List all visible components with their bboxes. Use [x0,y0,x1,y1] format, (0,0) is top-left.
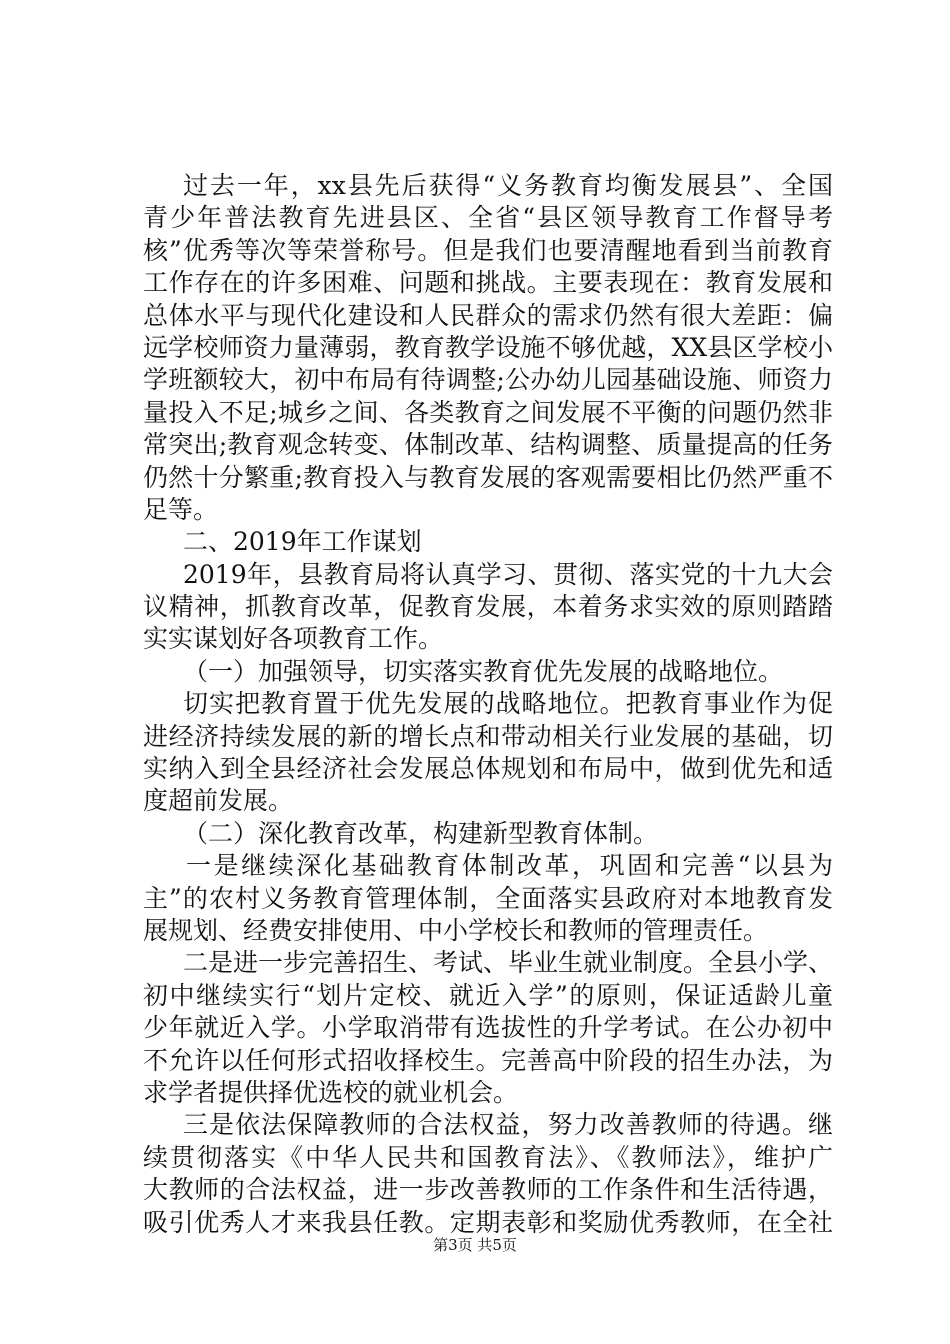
text-line: 量投入不足;城乡之间、各类教育之间发展不平衡的问题仍然非 [143,397,833,427]
text-line: 一是继续深化基础教育体制改革，巩固和完善“以县为 [186,851,833,881]
text-line: 三是依法保障教师的合法权益，努力改善教师的待遇。继 [183,1110,833,1140]
text-line: 二是进一步完善招生、考试、毕业生就业制度。全县小学、 [183,948,833,978]
text-line: 不允许以任何形式招收择校生。完善高中阶段的招生办法，为 [143,1045,833,1075]
text-line: 过去一年，xx县先后获得“义务教育均衡发展县”、全国 [183,171,833,200]
text-line: 初中继续实行“划片定校、就近入学”的原则，保证适龄儿童 [143,980,833,1010]
text-line: （一）加强领导，切实落实教育优先发展的战略地位。 [183,656,784,686]
text-line: （二）深化教育改革，构建新型教育体制。 [183,818,659,848]
text-line: 度超前发展。 [143,786,294,816]
text-line: 实纳入到全县经济社会发展总体规划和布局中，做到优先和适 [143,754,833,784]
text-line: 总体水平与现代化建设和人民群众的需求仍然有很大差距：偏 [143,300,833,330]
text-line: 进经济持续发展的新的增长点和带动相关行业发展的基础，切 [143,721,833,751]
text-line: 少年就近入学。小学取消带有选拔性的升学考试。在公办初中 [143,1013,833,1043]
text-line: 青少年普法教育先进县区、全省“县区领导教育工作督导考 [143,203,833,233]
text-line: 学班额较大，初中布局有待调整;公办幼儿园基础设施、师资力 [143,365,833,395]
text-line: 足等。 [143,494,219,524]
text-line: 大教师的合法权益，进一步改善教师的工作条件和生活待遇， [143,1175,833,1205]
text-line: 远学校师资力量薄弱，教育教学设施不够优越，XX县区学校小 [143,332,833,362]
text-line: 续贯彻落实《中华人民共和国教育法》、《教师法》，维护广 [143,1142,833,1172]
text-line: 仍然十分繁重;教育投入与教育发展的客观需要相比仍然严重不 [143,462,833,492]
text-line: 工作存在的许多困难、问题和挑战。主要表现在：教育发展和 [143,268,833,298]
text-line: 主”的农村义务教育管理体制，全面落实县政府对本地教育发 [143,883,833,913]
page-footer [0,1235,950,1255]
text-line: 吸引优秀人才来我县任教。定期表彰和奖励优秀教师，在全社 [143,1207,833,1237]
text-line: 核”优秀等次等荣誉称号。但是我们也要清醒地看到当前教育 [143,235,833,265]
text-line: 切实把教育置于优先发展的战略地位。把教育事业作为促 [183,689,833,719]
text-line: 求学者提供择优选校的就业机会。 [143,1077,519,1107]
document-body [143,170,833,1239]
text-line: 议精神，抓教育改革，促教育发展，本着务求实效的原则踏踏 [143,592,833,622]
text-line: 常突出;教育观念转变、体制改革、结构调整、质量提高的任务 [143,430,833,460]
text-line: 展规划、经费安排使用、中小学校长和教师的管理责任。 [143,915,769,945]
text-line: 2019年，县教育局将认真学习、贯彻、落实党的十九大会 [183,559,833,589]
text-line: 实实谋划好各项教育工作。 [143,624,444,654]
text-line: 二、2019年工作谋划 [183,527,422,557]
page-number: 第3页 共5页 [433,1236,517,1254]
